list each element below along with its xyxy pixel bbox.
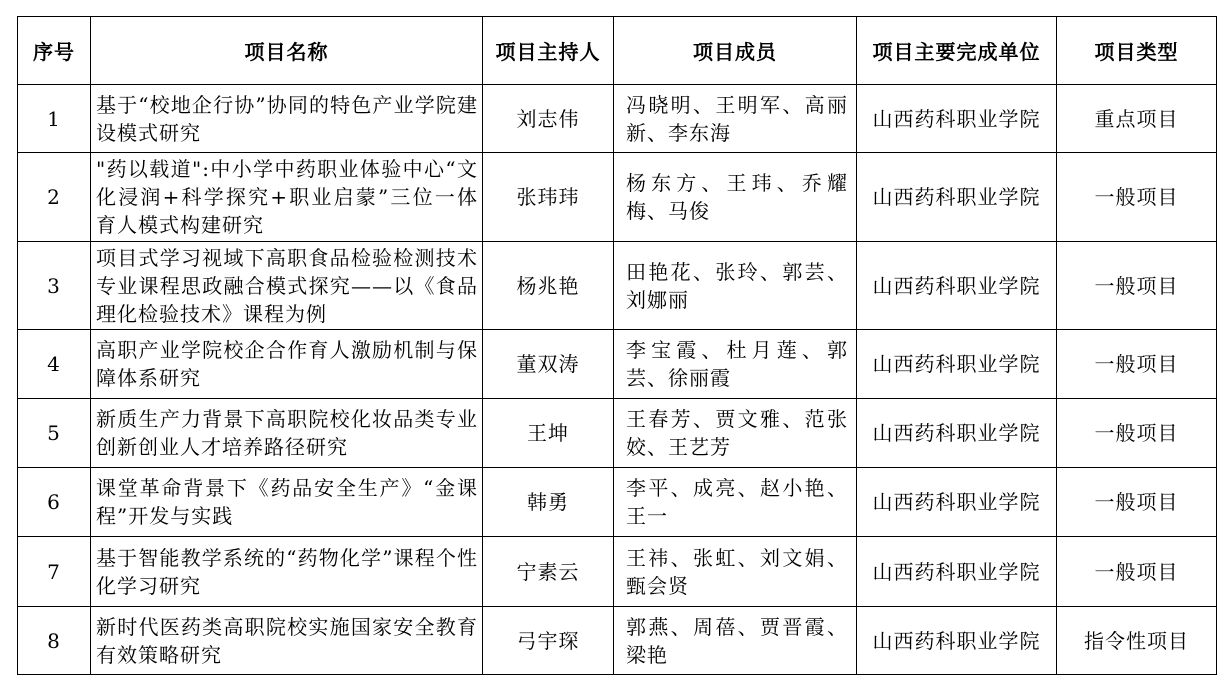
cell-project-host: 宁素云 <box>483 537 614 607</box>
header-project-name: 项目名称 <box>91 17 483 85</box>
table-row <box>18 399 1217 468</box>
cell-project-name-text: 基于“校地企行协”协同的特色产业学院建设模式研究 <box>96 92 478 145</box>
table-row <box>18 85 1217 153</box>
cell-project-members-text: 王春芳、贾文雅、范张姣、王艺芳 <box>626 407 848 459</box>
table-row <box>18 330 1217 399</box>
cell-project-name-text: 新质生产力背景下高职院校化妆品类专业创新创业人才培养路径研究 <box>96 407 478 459</box>
header-project-type: 项目类型 <box>1057 17 1217 85</box>
cell-project-members-text: 冯晓明、王明军、高丽新、李东海 <box>626 92 848 145</box>
cell-project-host: 弓宇琛 <box>483 607 614 675</box>
cell-project-members-text: 李宝霞、杜月莲、郭芸、徐丽霞 <box>626 338 848 390</box>
cell-project-name <box>91 242 483 330</box>
cell-project-type: 一般项目 <box>1057 468 1217 537</box>
cell-completing-unit: 山西药科职业学院 <box>857 468 1057 537</box>
cell-index: 3 <box>18 242 91 330</box>
cell-project-members-text: 田艳花、张玲、郭芸、刘娜丽 <box>626 259 848 312</box>
table-row <box>18 537 1217 607</box>
cell-project-members <box>614 242 857 330</box>
cell-project-type: 一般项目 <box>1057 399 1217 468</box>
cell-project-host: 王坤 <box>483 399 614 468</box>
cell-project-name <box>91 607 483 675</box>
table-row <box>18 153 1217 242</box>
cell-project-host: 张玮玮 <box>483 153 614 242</box>
cell-project-members <box>614 399 857 468</box>
table-row <box>18 607 1217 675</box>
cell-project-host: 刘志伟 <box>483 85 614 153</box>
cell-completing-unit: 山西药科职业学院 <box>857 537 1057 607</box>
cell-project-name <box>91 468 483 537</box>
header-project-members: 项目成员 <box>614 17 857 85</box>
cell-completing-unit: 山西药科职业学院 <box>857 607 1057 675</box>
cell-completing-unit: 山西药科职业学院 <box>857 85 1057 153</box>
cell-project-members <box>614 468 857 537</box>
cell-index: 1 <box>18 85 91 153</box>
cell-project-members <box>614 153 857 242</box>
table-header-row <box>18 17 1217 85</box>
header-completing-unit: 项目主要完成单位 <box>857 17 1057 85</box>
cell-project-name-text: 新时代医药类高职院校实施国家安全教育有效策略研究 <box>96 614 478 667</box>
cell-project-name-text: "药以载道":中小学中药职业体验中心“文化浸润+科学探究+职业启蒙”三位一体育人模式构建研究 <box>96 157 478 237</box>
cell-project-name-text: 基于智能教学系统的“药物化学”课程个性化学习研究 <box>96 545 478 598</box>
cell-project-name <box>91 399 483 468</box>
cell-index: 2 <box>18 153 91 242</box>
cell-index: 6 <box>18 468 91 537</box>
cell-project-type: 重点项目 <box>1057 85 1217 153</box>
projects-table <box>17 16 1217 675</box>
cell-project-type: 一般项目 <box>1057 330 1217 399</box>
table-row <box>18 468 1217 537</box>
cell-project-name <box>91 330 483 399</box>
cell-project-host: 杨兆艳 <box>483 242 614 330</box>
cell-index: 5 <box>18 399 91 468</box>
cell-index: 7 <box>18 537 91 607</box>
cell-project-members <box>614 537 857 607</box>
cell-project-members-text: 李平、成亮、赵小艳、王一 <box>626 476 848 528</box>
cell-project-name <box>91 153 483 242</box>
cell-completing-unit: 山西药科职业学院 <box>857 399 1057 468</box>
cell-project-type: 一般项目 <box>1057 242 1217 330</box>
cell-project-members <box>614 330 857 399</box>
cell-project-name-text: 课堂革命背景下《药品安全生产》“金课程”开发与实践 <box>96 476 478 528</box>
cell-completing-unit: 山西药科职业学院 <box>857 242 1057 330</box>
cell-project-type: 一般项目 <box>1057 153 1217 242</box>
header-index: 序号 <box>18 17 91 85</box>
cell-project-name <box>91 85 483 153</box>
cell-project-members-text: 王祎、张虹、刘文娟、甄会贤 <box>626 545 848 598</box>
header-project-host: 项目主持人 <box>483 17 614 85</box>
cell-project-type: 指令性项目 <box>1057 607 1217 675</box>
cell-project-name <box>91 537 483 607</box>
cell-project-members <box>614 85 857 153</box>
cell-project-name-text: 高职产业学院校企合作育人激励机制与保障体系研究 <box>96 338 478 390</box>
cell-project-host: 韩勇 <box>483 468 614 537</box>
cell-completing-unit: 山西药科职业学院 <box>857 330 1057 399</box>
cell-project-name-text: 项目式学习视域下高职食品检验检测技术专业课程思政融合模式探究——以《食品理化检验技术》课程为例 <box>96 245 478 326</box>
cell-index: 8 <box>18 607 91 675</box>
cell-index: 4 <box>18 330 91 399</box>
cell-project-members-text: 杨东方、王玮、乔耀梅、马俊 <box>626 171 848 223</box>
cell-project-host: 董双涛 <box>483 330 614 399</box>
cell-completing-unit: 山西药科职业学院 <box>857 153 1057 242</box>
table-row <box>18 242 1217 330</box>
cell-project-members-text: 郭燕、周蓓、贾晋霞、梁艳 <box>626 614 848 667</box>
cell-project-type: 一般项目 <box>1057 537 1217 607</box>
cell-project-members <box>614 607 857 675</box>
